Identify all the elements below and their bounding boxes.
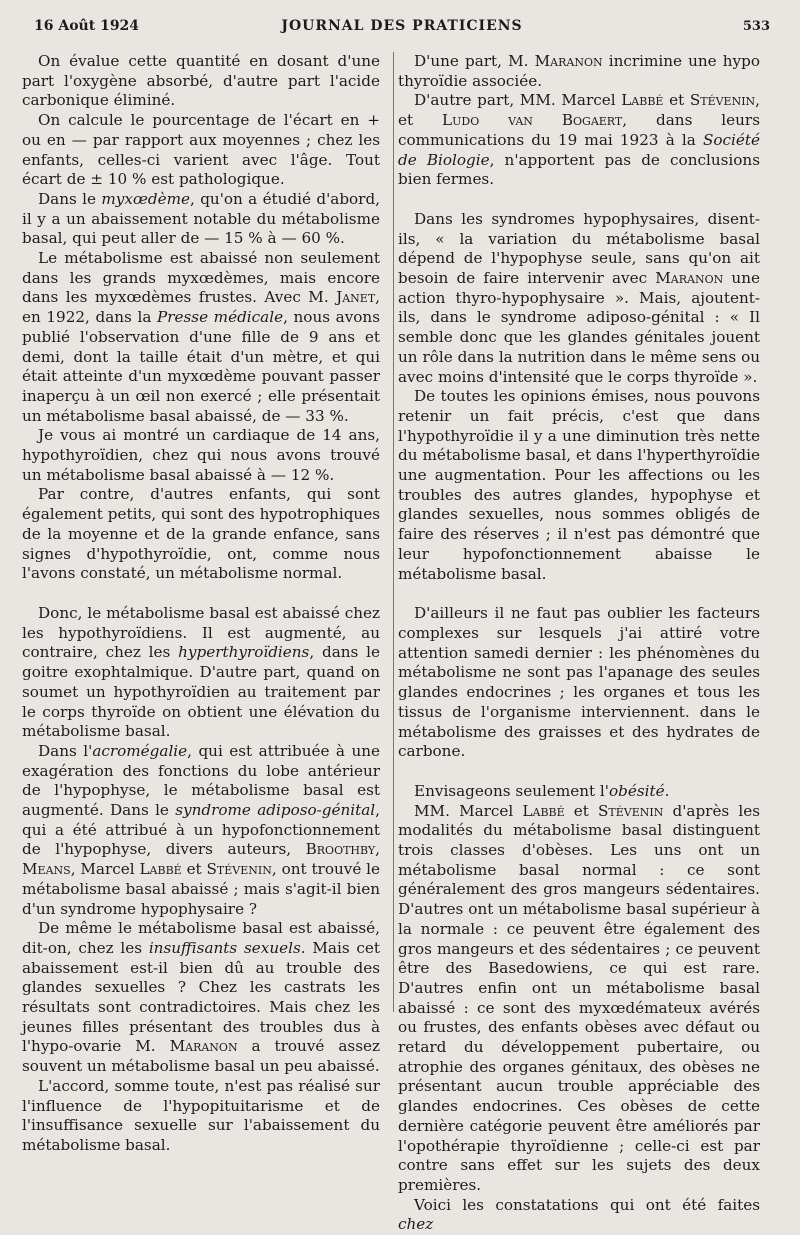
text-run: , et [398,91,760,130]
italic-text: obésité [608,781,665,800]
italic-text: insuffisants sexuels [148,938,301,957]
text-run: et [663,91,690,110]
text-run: , qu'on a étudié d'abord, il y a un abaissement notable du métabolisme basal, qui peut aller de — 15 % à — 60 %. [22,189,380,248]
text-run: , n'apportent pas de conclusions bien fermes. [398,150,760,189]
paragraph [22,111,380,190]
text-run: . [664,781,670,800]
text-run: Donc, le métabolisme basal est abaissé chez les hypothyroïdiens. Il est augmenté, au contraire, chez les [22,603,380,662]
author-name: Maranon [169,1037,238,1056]
text-run: D'autre part, MM. Marcel [414,91,622,110]
author-name: Broothby [305,840,376,859]
paragraph [398,210,760,387]
text-run: , nous avons publié l'observation d'une fille de 9 ans et demi, dont la taille était d'un mètre, et qui était atteinte d'un myxœdème pouvant passer inaperçu à un œil non exercé ; elle présentait un métabolisme basal abaissé, de — 33 %. [22,308,380,425]
italic-text: hyperthyroïdiens [178,643,310,662]
text-run: De même le métabolisme basal est abaissé, dit-on, chez les [22,919,380,957]
text-run: et [181,860,207,879]
text-run: Par contre, d'autres enfants, qui sont également petits, qui sont des hypotrophiques de la moyenne et de la grande enfance, sans signes d'hypothyroïdie, ont, comme nous l'avons constaté, un métabolisme normal. [22,485,380,583]
paragraph [398,802,760,1196]
author-name: Ludo van Bogaert [442,111,623,130]
issue-date: 16 Août 1924 [34,18,140,34]
text-run: Dans le [38,189,102,208]
paragraph [398,1196,760,1235]
text-run: a trouvé assez souvent un métabolisme basal un peu abaissé. [22,1037,380,1076]
text-run: , ont trouvé le métabolisme basal abaissé ; mais s'agit-il bien d'un syndrome hypophysaire ? [22,860,381,918]
text-run: Je vous ai montré un cardiaque de 14 ans, hypothyroïdien, chez qui nous avons trouvé un métabolisme basal abaissé à — 12 %. [22,426,380,484]
text-run: , dans le goitre exophtalmique. D'autre part, quand on soumet un hypothyroïdien au traitement par le corps thyroïde on obtient une élévation du métabolisme basal. [22,643,380,741]
paragraph [22,52,380,111]
text-run: D'ailleurs il ne faut pas oublier les facteurs complexes sur lesquels j'ai attiré votre attention samedi dernier : les phénomènes du métabolisme ne sont pas l'apanage des seules glandes endocrines ; les organes et tous les tissus de l'organisme interviennent. dans le métabolisme des graisses et des hydrates de carbone. [398,604,760,761]
text-run: une action thyro-hypophysaire ». Mais, ajoutent-ils, dans le syndrome adiposo-génital : « Il semble donc que les glandes génitales jouent un rôle dans la nutrition dans le même sens ou avec moins d'intensité que le corps thyroïde ». [398,269,760,386]
journal-title: JOURNAL DES PRATICIENS [281,18,523,34]
italic-text: Société de Biologie [398,130,760,169]
paragraph [22,426,380,485]
text-run: On évalue cette quantité en dosant d'une part l'oxygène absorbé, d'autre part l'acide carbonique éliminé. [22,52,380,110]
text-run: incrimine une hypo thyroïdie associée. [398,52,760,90]
paragraph [398,91,760,190]
text-run: , [375,840,380,859]
text-run: , qui a été attribué à un hypofonctionnement de l'hypophyse, divers auteurs, [22,801,380,859]
text-run: Envisageons seulement l' [414,781,609,800]
text-run: , dans leurs communications du 19 mai 1923 à la [398,111,760,149]
text-run: Dans l' [38,741,93,760]
author-name: Stévenin [206,860,272,879]
paragraph [398,387,760,584]
page-header [34,16,770,40]
left-column [22,52,380,1156]
author-name: Means [22,860,71,879]
text-run: Dans les syndromes hypophysaires, disent-ils, « la variation du métabolisme basal dépend de l'hypophyse seule, sans qu'on ait besoin de faire intervenir avec [398,209,760,288]
text-run: , Marcel [70,860,140,879]
italic-text: chez [398,1215,434,1234]
author-name: Labbé [139,860,182,879]
author-name: Janet [336,288,376,307]
author-name: Labbé [522,801,565,820]
paragraph [22,249,380,426]
author-name: Maranon [655,269,724,288]
text-run: d'après les modalités du métabolisme basal distinguent trois classes d'obèses. Les uns ont un métabolisme basal normal : ce sont généralement des gros mangeurs sédentaires. D'autres ont un métabolisme basal supérieur à la normale : ce peuvent être également des gros mangeurs et des sédentaires ; ce peuvent être des Basedowiens, ce qui est rare. D'autres enfin ont un métabolisme basal abaissé : ce sont des myxœdémateux avérés ou frustes, des enfants obèses avec défaut ou retard du développement pubertaire, ou atrophie des organes génitaux, des obèses ne présentant aucun trouble appréciable des glandes endocrines. Ces obèses de cette dernière catégorie peuvent être améliorés par l'opothérapie thyroïdienne ; celle-ci est par contre sans effet sur les sujets des deux premières. [398,801,760,1194]
page-number: 533 [742,19,770,34]
text-run: De toutes les opinions émises, nous pouvons retenir un fait précis, c'est que dans l'hypothyroïdie il y a une diminution très nette du métabolisme basal, et dans l'hyperthyroïdie une augmentation. Pour les affections ou les troubles des autres glandes, hypophyse et glandes sexuelles, nous sommes obligés de faire des réserves ; il n'est pas démontré que leur hypofonctionnement abaisse le métabolisme basal. [398,387,760,583]
text-run: Le métabolisme est abaissé non seulement dans les grands myxœdèmes, mais encore dans les myxœdèmes frustes. Avec M. [22,249,380,307]
paragraph [398,604,760,762]
text-run: L'accord, somme toute, n'est pas réalisé sur l'influence de l'hypopituitarisme et de l'insuffisance sexuelle sur l'abaissement du métabolisme basal. [22,1076,380,1154]
text-run: et [564,801,599,820]
text-run: Voici les constatations qui ont été faites [414,1195,760,1214]
author-name: Stévenin [689,91,756,110]
text-run: , en 1922, dans la [22,288,380,327]
author-name: Stévenin [598,801,664,820]
text-run: MM. Marcel [414,801,523,820]
italic-text: syndrome adiposo-génital [175,801,376,820]
text-run: On calcule le pourcentage de l'écart en + ou en — par rapport aux moyennes ; chez les enfants, celles-ci varient avec l'âge. Tout écart de ± 10 % est pathologique. [22,111,380,189]
text-run: . Mais cet abaissement est-il bien dû au trouble des glandes sexuelles ? Chez les castrats les résultats sont contradictoires. Mais chez les jeunes filles présentant des troubles dus à l'hypo-ovarie M. [22,938,380,1056]
italic-text: Presse médicale [157,308,284,327]
italic-text: acromégalie [92,741,188,760]
italic-text: myxœdème [101,189,191,208]
paragraph [398,52,760,91]
paragraph [22,190,380,249]
text-run: , qui est attribuée à une exagération des fonctions du lobe antérieur de l'hypophyse, le métabolisme basal est augmenté. Dans le [22,741,380,820]
column-divider [393,52,394,1012]
author-name: Labbé [621,91,664,110]
paragraph [22,604,380,742]
paragraph [22,742,380,919]
paragraph [398,782,760,802]
paragraph [22,1077,380,1156]
author-name: Maranon [534,52,603,70]
paragraph [22,919,380,1077]
text-run: D'une part, M. [414,52,535,70]
paragraph [22,485,380,584]
right-column [398,52,760,1235]
